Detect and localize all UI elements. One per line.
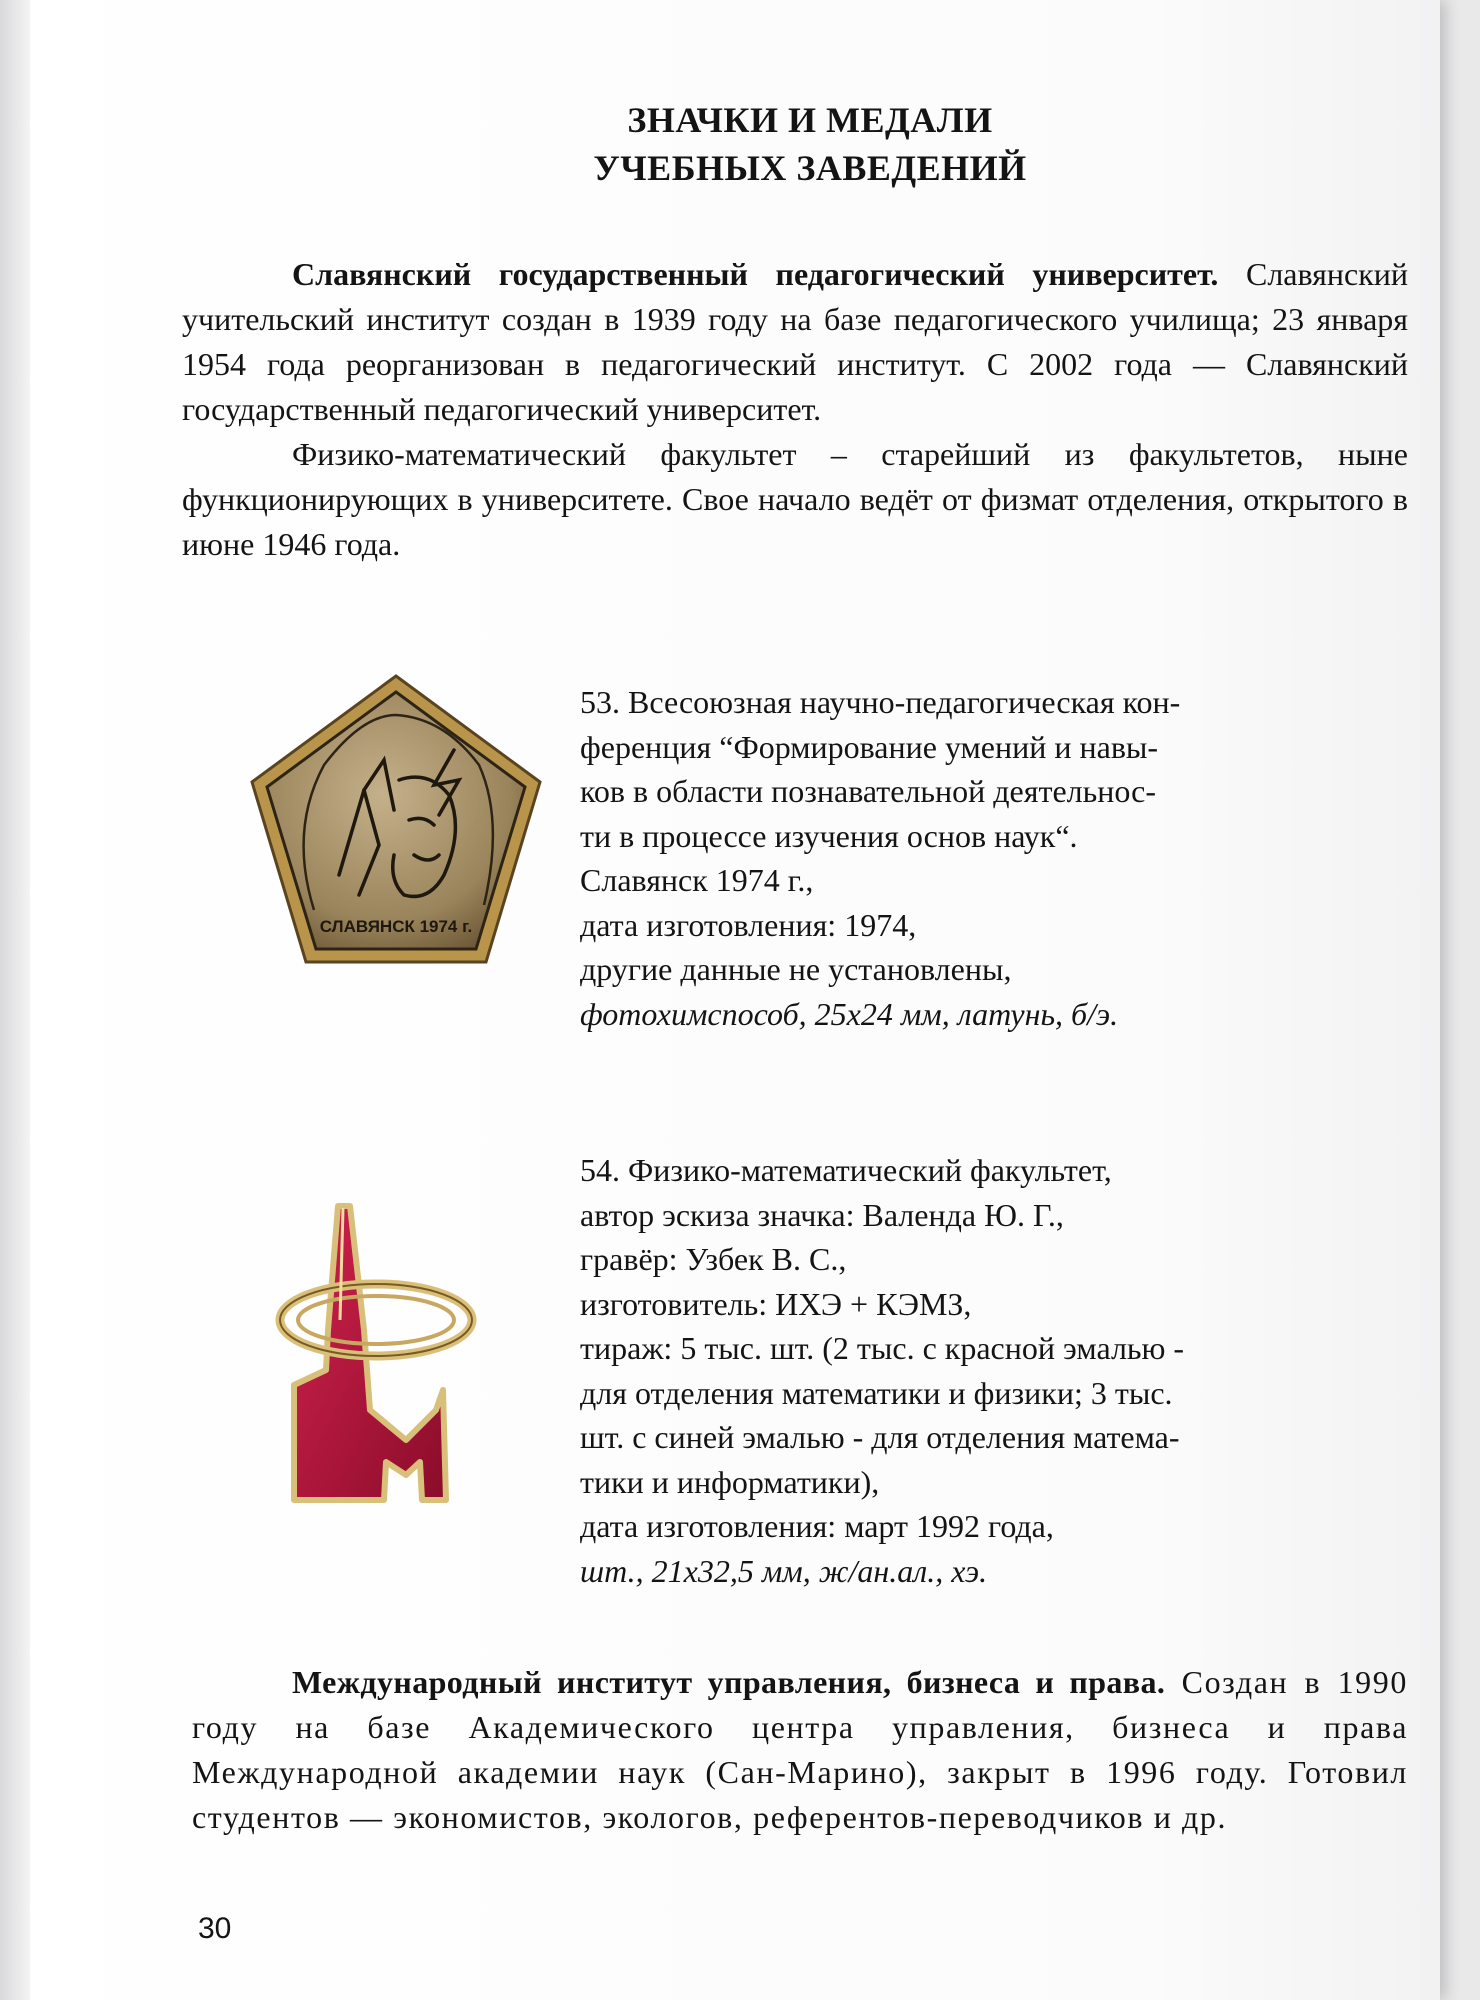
item-54-line: тираж: 5 тыс. шт. (2 тыс. с красной эмалью -: [580, 1330, 1185, 1366]
item-54-line: автор эскиза значка: Валенда Ю. Г.,: [580, 1196, 1064, 1233]
item-54-line: гравёр: Узбек В. С.,: [580, 1241, 847, 1277]
section-paragraph-2: Физико-математический факультет – старейший из факультетов, ныне функционирующих в университете. Свое начало ведёт от физмат отделения, открытого в июне 1946 года.: [182, 436, 1408, 562]
title-line-1: ЗНАЧКИ И МЕДАЛИ: [627, 100, 993, 140]
conference-badge-image: [244, 670, 549, 970]
item-54-line: дата изготовления: март 1992 года,: [580, 1508, 1054, 1544]
item-53-line: ти в процессе изучения основ наук“.: [580, 817, 1078, 854]
item-54-line: шт. с синей эмалью - для отделения матема-: [580, 1419, 1180, 1455]
section-paragraph: Создан в 1990 году на базе Академического центра управления, бизнеса и права Международной академии наук (Сан-Марино), закрыт в 1996 году. Готовил студентов — экономистов, экологов, референтов-переводчиков и др.: [192, 1664, 1408, 1835]
section-paragraph: Славянский учительский институт создан в 1939 году на базе педагогического училища; 23 января 1954 года реорганизован в педагогический институт. С 2002 года — Славянский государственный педагогический университет.: [182, 256, 1409, 427]
item-53-line: ференция “Формирование умений и навы-: [580, 728, 1159, 765]
item-54-line: для отделения математики и физики; 3 тыс.: [580, 1374, 1173, 1411]
title-line-2: УЧЕБНЫХ ЗАВЕДЕНИЙ: [593, 148, 1027, 188]
section-heading: Международный институт управления, бизнеса и права.: [292, 1664, 1166, 1700]
section-international-institute: [192, 1660, 1408, 1840]
item-53-line: Славянск 1974 г.,: [580, 862, 814, 898]
section-heading: Славянский государственный педагогический университет.: [292, 256, 1219, 292]
item-54-description: [580, 1148, 1340, 1593]
item-53-line: ков в области познавательной деятельнос-: [580, 773, 1156, 809]
item-53-line: 53. Всесоюзная научно-педагогическая кон-: [580, 684, 1181, 720]
item-53-spec: фотохимспособ, 25х24 мм, латунь, б/э.: [580, 995, 1119, 1032]
page-number: 30: [198, 1912, 232, 1945]
badge-city-year-label: СЛАВЯНСК 1974 г.: [319, 917, 473, 936]
item-53-description: [580, 680, 1340, 1036]
item-54-line: тики и информатики),: [580, 1463, 880, 1500]
item-54-line: 54. Физико-математический факультет,: [580, 1152, 1112, 1188]
page-title: [380, 96, 1240, 192]
section-slavyansk-university: [182, 252, 1408, 567]
faculty-badge-image: [268, 1200, 498, 1525]
item-54-spec: шт., 21х32,5 мм, ж/ан.ал., хэ.: [580, 1552, 988, 1589]
item-53-line: дата изготовления: 1974,: [580, 906, 917, 943]
item-54-line: изготовитель: ИХЭ + КЭМЗ,: [580, 1285, 972, 1322]
item-53-line: другие данные не установлены,: [580, 951, 1012, 987]
